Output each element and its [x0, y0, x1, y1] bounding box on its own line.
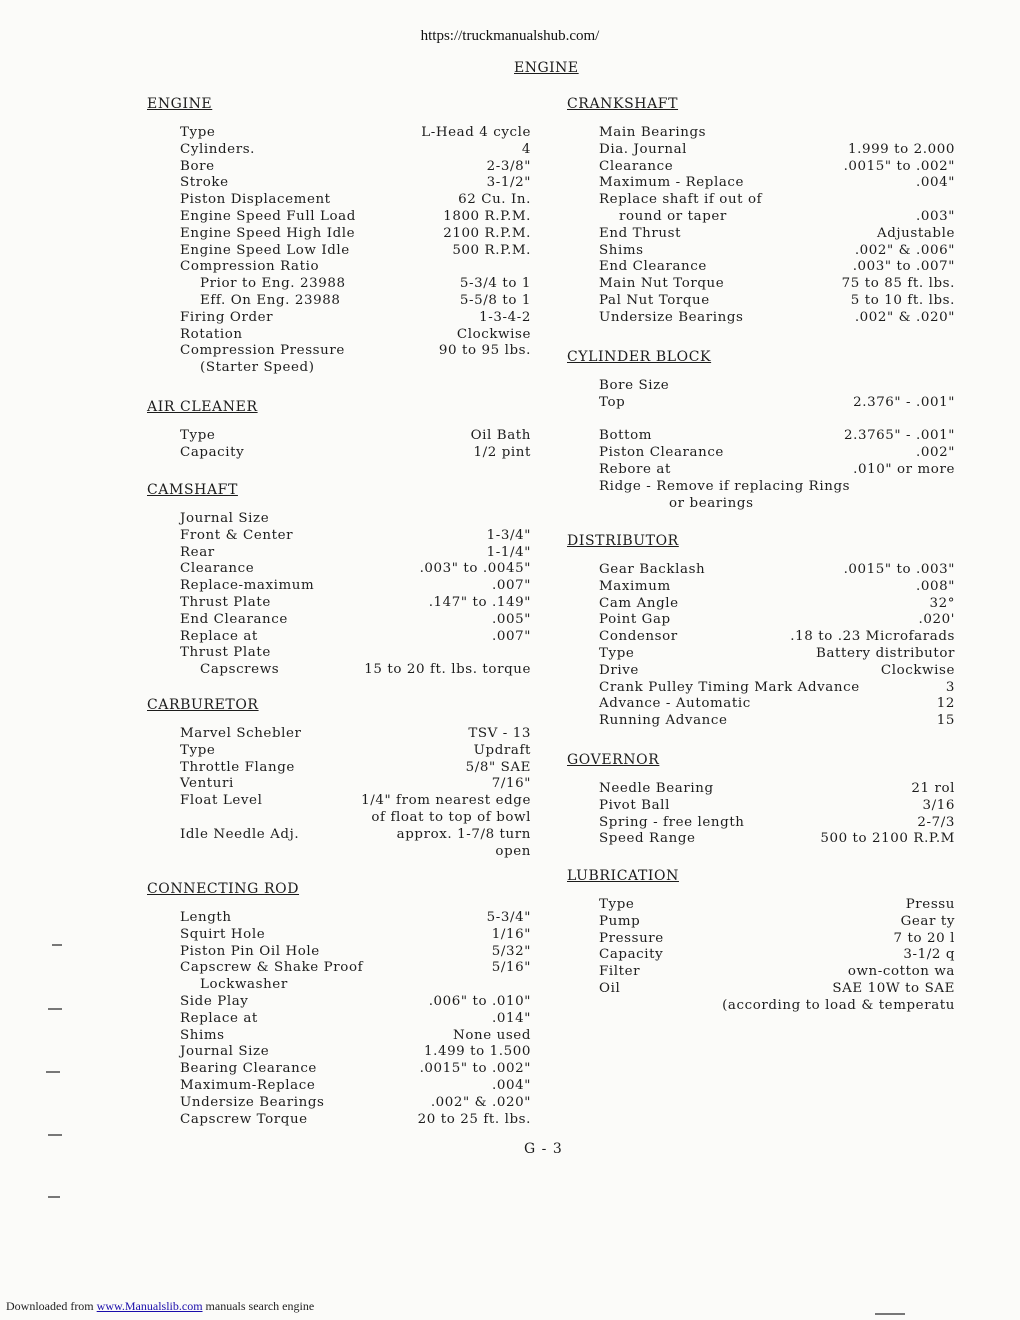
spec-row	[599, 831, 955, 848]
spec-value: .147" to .149"	[428, 594, 531, 610]
spec-value: .003" to .007"	[852, 259, 955, 275]
spec-section	[147, 481, 531, 678]
section-title: CYLINDER BLOCK	[567, 349, 712, 365]
spec-row	[180, 243, 531, 260]
spec-label: Crank Pulley Timing Mark Advance	[599, 679, 860, 695]
footer-suffix: manuals search engine	[202, 1299, 315, 1313]
spec-label: Piston Pin Oil Hole	[180, 943, 320, 959]
spec-label: Pressure	[599, 930, 664, 946]
spec-label: Thrust Plate	[180, 645, 271, 661]
spec-label: Bore Size	[599, 378, 670, 393]
spec-label: Venturi	[180, 776, 234, 792]
spec-label: Running Advance	[599, 713, 728, 729]
spec-label: Oil	[599, 980, 621, 996]
spec-value: 3-1/2 q	[903, 947, 955, 963]
spec-row	[599, 781, 955, 798]
section-title: CARBURETOR	[147, 697, 259, 713]
spec-value: .010" or more	[853, 461, 955, 477]
spec-row	[180, 760, 531, 777]
spec-label: Type	[180, 428, 216, 443]
spec-value: 75 to 85 ft. lbs.	[841, 276, 955, 292]
footer-prefix: Downloaded from	[6, 1299, 97, 1313]
spec-label: Compression Ratio	[180, 259, 320, 275]
spec-value: .008"	[916, 578, 955, 594]
spec-row	[180, 910, 531, 927]
spec-value: Oil Bath	[470, 428, 531, 443]
spec-value: .0015" to .003"	[843, 562, 955, 577]
spec-value: 3-1/2"	[486, 175, 531, 191]
spec-row	[599, 226, 955, 243]
spec-row	[599, 159, 955, 176]
spec-label: Piston Displacement	[180, 192, 331, 208]
spec-row	[180, 1011, 531, 1028]
spec-value: 5-5/8 to 1	[459, 292, 531, 308]
spec-label: Float Level	[180, 793, 263, 809]
section-title: LUBRICATION	[567, 868, 679, 884]
spec-value: L-Head 4 cycle	[421, 125, 531, 140]
spec-label: Main Nut Torque	[599, 276, 725, 292]
spec-row	[180, 360, 531, 377]
spec-value: 5 to 10 ft. lbs.	[850, 292, 955, 308]
spec-label: Replace shaft if out of	[599, 192, 763, 208]
spec-label: Thrust Plate	[180, 594, 271, 610]
spec-list	[180, 910, 531, 1128]
spec-row	[180, 545, 531, 562]
spec-label: End Clearance	[599, 259, 707, 275]
spec-row	[180, 343, 531, 360]
spec-label: Stroke	[180, 175, 229, 191]
spec-value: 2.376" - .001"	[853, 394, 955, 410]
source-url: https://truckmanualshub.com/	[420, 28, 600, 44]
spec-row	[599, 696, 955, 713]
spec-row	[599, 947, 955, 964]
spec-value: .004"	[492, 1077, 531, 1093]
spec-list	[599, 378, 955, 512]
spec-value: 2-3/8"	[486, 158, 531, 174]
spec-value: 5/16"	[491, 960, 531, 976]
spec-row	[599, 629, 955, 646]
spec-label: Filter	[599, 964, 641, 980]
spec-value: Clockwise	[456, 326, 531, 342]
margin-mark	[48, 1134, 62, 1136]
section-title: CRANKSHAFT	[567, 96, 679, 112]
spec-value: .18 to .23 Microfarads	[790, 629, 955, 645]
spec-label: round or taper	[619, 208, 727, 224]
spec-row	[180, 445, 531, 462]
spec-label: Needle Bearing	[599, 781, 714, 796]
spec-list	[180, 511, 531, 679]
manualslib-link[interactable]: www.Manualslib.com	[96, 1299, 203, 1313]
spec-value: approx. 1-7/8 turn	[396, 826, 531, 842]
spec-value: 5-3/4"	[486, 910, 531, 925]
spec-label: Squirt Hole	[180, 926, 266, 942]
spec-label: Type	[599, 897, 635, 912]
spec-row	[180, 595, 531, 612]
page-title: ENGINE	[514, 60, 579, 76]
spec-label: Journal Size	[180, 1044, 270, 1060]
spec-value: 20 to 25 ft. lbs.	[417, 1111, 531, 1127]
spec-row	[180, 793, 531, 810]
spec-label: Replace at	[180, 628, 258, 644]
spec-label: Lockwasher	[200, 977, 288, 993]
spec-value: 500 to 2100 R.P.M	[820, 831, 955, 847]
spec-row	[599, 175, 955, 192]
spec-row	[599, 931, 955, 948]
page-number: G - 3	[524, 1141, 563, 1157]
spec-value: None used	[453, 1027, 531, 1043]
spec-value: 500 R.P.M.	[452, 242, 531, 258]
spec-label: Maximum - Replace	[599, 175, 745, 191]
spec-label: Speed Range	[599, 831, 696, 847]
spec-label: End Thrust	[599, 225, 682, 241]
spec-label: Engine Speed High Idle	[180, 225, 356, 241]
spec-row	[599, 680, 955, 697]
spec-value: Battery distributor	[816, 645, 955, 661]
spec-label: Idle Needle Adj.	[180, 826, 300, 842]
spec-label: Cylinders.	[180, 141, 256, 157]
spec-label: Rebore at	[599, 461, 671, 477]
spec-value: 1-3-4-2	[479, 309, 531, 325]
spec-section	[147, 398, 531, 460]
spec-row	[599, 445, 955, 462]
spec-row	[599, 259, 955, 276]
spec-label: Type	[599, 645, 635, 661]
spec-section	[567, 532, 955, 729]
spec-row	[599, 276, 955, 293]
section-title: CONNECTING ROD	[147, 881, 300, 897]
spec-row	[599, 142, 955, 159]
spec-row	[180, 810, 531, 827]
spec-row	[599, 209, 955, 226]
spec-label: Point Gap	[599, 612, 671, 628]
section-title: DISTRIBUTOR	[567, 533, 679, 549]
spec-value: 7/16"	[491, 776, 531, 792]
spec-label: or bearings	[669, 495, 754, 511]
spec-label: Length	[180, 910, 232, 925]
spec-label: Pal Nut Torque	[599, 292, 710, 308]
spec-row	[599, 981, 955, 998]
spec-value: .005"	[492, 611, 531, 627]
spec-value: 1.999 to 2.000	[847, 141, 955, 157]
spec-section	[147, 696, 531, 859]
spec-row	[180, 192, 531, 209]
spec-list	[180, 125, 531, 377]
spec-row	[180, 662, 531, 679]
spec-value: .006" to .010"	[428, 993, 531, 1009]
spec-label: Drive	[599, 662, 639, 678]
spec-row	[180, 629, 531, 646]
spec-row	[180, 960, 531, 977]
spec-section	[567, 751, 955, 847]
margin-mark	[52, 944, 62, 946]
spec-row	[180, 743, 531, 760]
spec-value: 1.499 to 1.500	[423, 1044, 531, 1060]
spec-label: Advance - Automatic	[599, 696, 751, 712]
spec-value: own-cotton wa	[847, 964, 955, 980]
spec-label: Maximum-Replace	[180, 1077, 316, 1093]
spec-label: Clearance	[599, 158, 674, 174]
spec-row	[180, 1095, 531, 1112]
spec-row	[599, 395, 955, 412]
spec-row	[180, 612, 531, 629]
spec-row	[599, 378, 955, 395]
spec-label: Bottom	[599, 428, 653, 444]
spec-value: .0015" to .002"	[843, 158, 955, 174]
spec-value: 4	[521, 141, 531, 157]
spec-label: Shims	[180, 1027, 225, 1043]
spec-row	[180, 827, 531, 844]
spec-row	[180, 1028, 531, 1045]
spec-row	[599, 310, 955, 327]
spec-row	[599, 897, 955, 914]
spec-row	[180, 1061, 531, 1078]
spec-label: Dia. Journal	[599, 141, 688, 157]
spec-label: Type	[180, 742, 216, 758]
spec-label: Capscrew & Shake Proof	[180, 960, 364, 976]
margin-mark	[48, 1008, 62, 1010]
margin-mark	[48, 1196, 60, 1198]
spec-label: End Clearance	[180, 611, 288, 627]
spec-row	[180, 511, 531, 528]
spec-value: 5-3/4 to 1	[459, 276, 531, 292]
spec-row	[180, 1078, 531, 1095]
spec-section	[147, 880, 531, 1127]
spec-value: 2100 R.P.M.	[443, 225, 531, 241]
spec-label: Throttle Flange	[180, 759, 295, 775]
spec-label: Prior to Eng. 23988	[200, 276, 346, 292]
spec-value: TSV - 13	[468, 726, 531, 741]
spec-row	[599, 646, 955, 663]
spec-label: Engine Speed Low Idle	[180, 242, 350, 258]
spec-row	[180, 944, 531, 961]
spec-value: Gear ty	[900, 913, 955, 929]
spec-value: SAE 10W to SAE	[832, 980, 955, 996]
spec-label: Clearance	[180, 561, 255, 577]
spec-row	[599, 579, 955, 596]
spec-value: 5/8" SAE	[465, 759, 531, 775]
spec-row	[180, 259, 531, 276]
spec-row	[180, 977, 531, 994]
spec-label: Shims	[599, 242, 644, 258]
spec-label: Engine Speed Full Load	[180, 208, 356, 224]
spec-value: 21 rol	[911, 781, 955, 796]
spec-row	[180, 645, 531, 662]
spec-label: Bearing Clearance	[180, 1061, 317, 1077]
spec-value: Clockwise	[880, 662, 955, 678]
spec-row	[599, 663, 955, 680]
spec-label: Journal Size	[180, 511, 270, 526]
spec-label: Undersize Bearings	[180, 1094, 325, 1110]
spec-value: 3	[945, 679, 955, 695]
section-title: ENGINE	[147, 96, 213, 112]
spec-row	[180, 226, 531, 243]
spec-value: .014"	[492, 1010, 531, 1026]
spec-row	[599, 562, 955, 579]
spec-label: Maximum	[599, 578, 671, 594]
spec-row	[599, 914, 955, 931]
section-title: AIR CLEANER	[147, 399, 258, 415]
spec-value: .007"	[492, 628, 531, 644]
spec-row	[180, 276, 531, 293]
spec-value: 1800 R.P.M.	[443, 208, 531, 224]
spec-label: Main Bearings	[599, 125, 707, 140]
spec-row	[599, 596, 955, 613]
spec-value: 2.3765" - .001"	[843, 428, 955, 444]
spec-label: Capscrew Torque	[180, 1111, 308, 1127]
spec-label: Firing Order	[180, 309, 274, 325]
spec-list	[599, 897, 955, 1015]
spec-value: 12	[936, 696, 955, 712]
spec-value: 62 Cu. In.	[458, 192, 531, 208]
spec-row	[180, 844, 531, 861]
spec-row	[180, 310, 531, 327]
spec-row	[599, 192, 955, 209]
spec-label: Piston Clearance	[599, 445, 724, 461]
spec-row	[180, 159, 531, 176]
spec-row	[599, 428, 955, 445]
spec-label: Ridge - Remove if replacing Rings	[599, 478, 851, 494]
spec-value: 32°	[929, 595, 955, 611]
spec-value: 90 to 95 lbs.	[438, 343, 531, 359]
spec-label: Marvel Schebler	[180, 726, 302, 741]
spec-value: 5/32"	[491, 943, 531, 959]
spec-value: 15	[936, 713, 955, 729]
spec-value: .0015" to .002"	[419, 1061, 531, 1077]
spec-row	[180, 142, 531, 159]
spec-row	[599, 998, 955, 1015]
spec-label: Spring - free length	[599, 814, 745, 830]
spec-section	[567, 867, 955, 1013]
spec-label: Undersize Bearings	[599, 309, 744, 325]
spec-row	[180, 726, 531, 743]
spec-row	[599, 125, 955, 142]
spec-row	[180, 125, 531, 142]
spec-row	[599, 713, 955, 730]
spec-row	[180, 927, 531, 944]
spec-label: Side Play	[180, 993, 249, 1009]
spec-row	[180, 175, 531, 192]
spec-value: 1-1/4"	[486, 544, 531, 560]
spec-list	[599, 781, 955, 848]
spec-value: of float to top of bowl	[371, 809, 531, 825]
spec-row	[180, 1112, 531, 1129]
spec-row	[599, 479, 955, 496]
spec-label: Compression Pressure	[180, 343, 345, 359]
spec-value: open	[495, 843, 531, 859]
spec-list	[180, 428, 531, 462]
spec-label: Bore	[180, 158, 215, 174]
spec-row	[599, 293, 955, 310]
spec-section	[147, 95, 531, 376]
spec-row	[599, 243, 955, 260]
spec-label: Rotation	[180, 326, 243, 342]
spec-label: Pump	[599, 913, 641, 929]
spec-value: .020'	[918, 612, 955, 628]
spec-value: .003"	[916, 208, 955, 224]
spec-section	[567, 348, 955, 511]
spec-row	[599, 496, 955, 513]
spec-section	[567, 95, 955, 325]
spec-label: Front & Center	[180, 527, 294, 543]
spec-value: 2-7/3	[917, 814, 955, 830]
spec-list	[180, 726, 531, 860]
spec-row	[599, 798, 955, 815]
margin-mark	[46, 1071, 60, 1073]
spec-row	[180, 209, 531, 226]
download-footer	[6, 1299, 314, 1314]
spec-row	[180, 293, 531, 310]
spec-list	[599, 125, 955, 327]
spec-row	[180, 994, 531, 1011]
spec-label: Capscrews	[200, 662, 280, 678]
spec-row	[599, 612, 955, 629]
spec-label: Capacity	[599, 947, 664, 963]
section-title: GOVERNOR	[567, 752, 660, 768]
spec-label: Capacity	[180, 444, 245, 460]
spec-label: Rear	[180, 544, 215, 560]
spec-row	[180, 528, 531, 545]
margin-mark	[875, 1313, 905, 1315]
spec-row	[180, 1044, 531, 1061]
spec-value: .007"	[492, 578, 531, 594]
spec-value: .002" & .020"	[430, 1094, 531, 1110]
spec-value: 1/2 pint	[473, 444, 531, 460]
spec-list	[599, 562, 955, 730]
spec-value: Adjustable	[876, 225, 955, 241]
spec-label: Replace at	[180, 1010, 258, 1026]
section-title: CAMSHAFT	[147, 482, 238, 498]
spec-label: Eff. On Eng. 23988	[200, 292, 341, 308]
spec-value: .003" to .0045"	[419, 561, 531, 577]
spec-row	[180, 578, 531, 595]
spec-row	[180, 327, 531, 344]
spec-value: .002" & .020"	[854, 309, 955, 325]
spec-row	[599, 462, 955, 479]
spec-label: Gear Backlash	[599, 562, 706, 577]
spec-row	[180, 561, 531, 578]
spec-value: .002"	[916, 445, 955, 461]
spec-label: Top	[599, 394, 626, 410]
spec-value: .004"	[916, 175, 955, 191]
spec-label: Type	[180, 125, 216, 140]
spec-row	[180, 776, 531, 793]
spec-row	[180, 428, 531, 445]
spec-label: Condensor	[599, 629, 678, 645]
spec-value: 1-3/4"	[486, 527, 531, 543]
spec-value: 1/4" from nearest edge	[361, 793, 531, 809]
spec-value: 3/16	[922, 797, 955, 813]
spec-label: Cam Angle	[599, 595, 679, 611]
spec-value: 1/16"	[491, 926, 531, 942]
spec-value: .002" & .006"	[854, 242, 955, 258]
spec-value: Pressu	[905, 897, 955, 912]
spec-value: (according to load & temperatu	[722, 997, 955, 1013]
spec-row	[599, 964, 955, 981]
spec-row	[599, 815, 955, 832]
spec-value: 15 to 20 ft. lbs. torque	[364, 662, 531, 678]
spec-value: 7 to 20 l	[893, 930, 955, 946]
spec-label: (Starter Speed)	[200, 360, 315, 376]
spec-label: Replace-maximum	[180, 578, 315, 594]
spec-value: Updraft	[473, 742, 531, 758]
spec-row	[599, 412, 955, 429]
spec-label: Pivot Ball	[599, 797, 670, 813]
